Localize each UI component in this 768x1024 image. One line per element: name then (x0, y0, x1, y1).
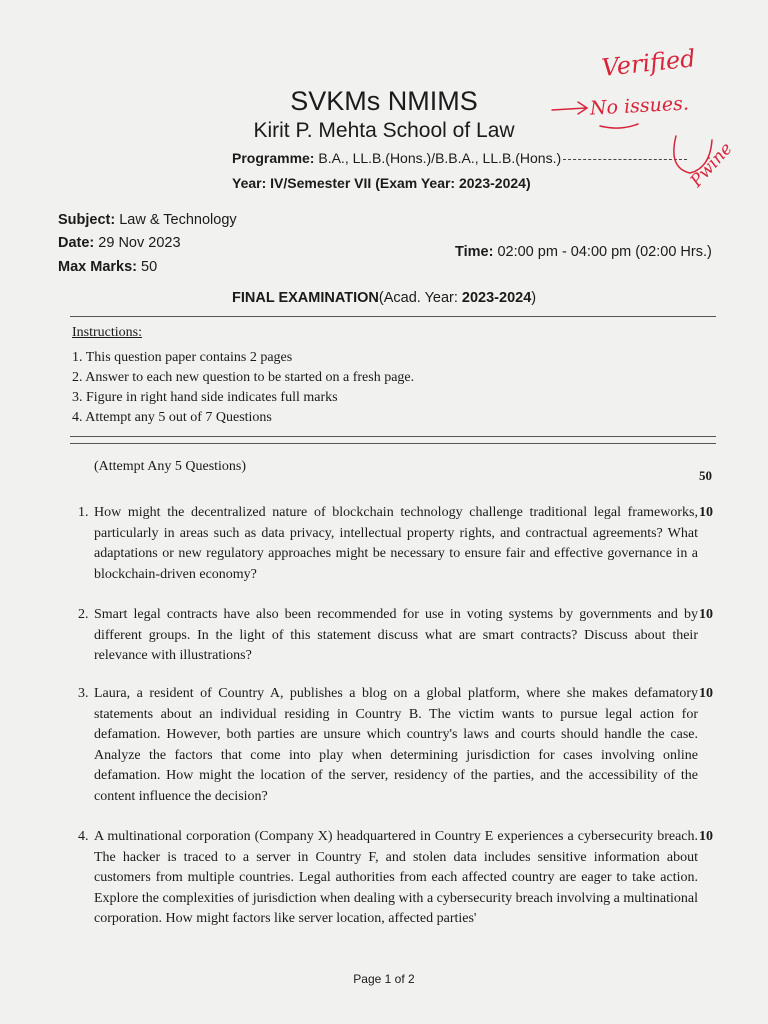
question-number: 1. (78, 505, 89, 520)
instruction-item: 3. Figure in right hand side indicates full marks (72, 390, 338, 405)
question-number: 2. (78, 607, 89, 622)
instruction-item: 2. Answer to each new question to be started on a fresh page. (72, 370, 415, 385)
annotation-verified: Verified (600, 44, 697, 82)
question-number: 4. (78, 829, 89, 844)
max-marks-line (58, 259, 157, 275)
subject-value: Law & Technology (119, 212, 237, 228)
question-marks: 10 (699, 686, 713, 701)
time-label: Time: (455, 244, 494, 260)
date-label: Date: (58, 235, 95, 251)
annotation-no-issues: No issues. (589, 92, 690, 120)
max-marks-value: 50 (141, 259, 158, 275)
exam-title-bold: FINAL EXAMINATION (232, 290, 379, 306)
max-marks-label: Max Marks: (58, 259, 137, 275)
question-1 (78, 503, 713, 585)
section-total-marks: 50 (699, 468, 712, 483)
instruction-item: 4. Attempt any 5 out of 7 Questions (72, 410, 272, 425)
page-footer: Page 1 of 2 (353, 972, 415, 986)
question-marks: 10 (699, 607, 713, 622)
subject-line (58, 212, 237, 228)
programme-value: B.A., LL.B.(Hons.)/B.B.A., LL.B.(Hons.) (318, 150, 562, 166)
instructions-heading: Instructions: (72, 325, 142, 340)
question-text: How might the decentralized nature of blockchain technology challenge traditional legal frameworks, particularly in areas such as data privacy, intellectual property rights, and contractual agreements? What adaptations or new regulatory approaches might be necessary to ensure fair and effective governance in a blockchain-driven economy? (94, 505, 698, 582)
annotation-signature: Pwine (686, 138, 737, 192)
subject-label: Subject: (58, 212, 116, 228)
handwritten-annotation (540, 28, 760, 198)
acad-prefix: (Acad. Year: (378, 290, 462, 306)
question-number: 3. (78, 686, 89, 701)
school-name: Kirit P. Mehta School of Law (253, 119, 515, 142)
annotation-underline (600, 124, 638, 128)
question-4 (78, 827, 713, 930)
question-text: Laura, a resident of Country A, publishes a blog on a global platform, where she makes defamatory statements about an individual residing in Country B. The victim wants to pursue legal action for defamation. However, both parties are unsure which country's laws and courts should handle the case. Analyze the factors that come into play when determining jurisdiction for cases involving online defamation. How might the location of the server, residency of the parties, and the accessibility of the content influence the decision? (94, 686, 698, 804)
question-marks: 10 (699, 505, 713, 520)
question-2 (78, 605, 713, 667)
question-text: A multinational corporation (Company X) headquartered in Country E experiences a cybersecurity breach. The hacker is traced to a server in Country F, and stolen data includes sensitive information about customers from multiple countries. Legal authorities from each affected country are eager to take action. Explore the complexities of jurisdiction when dealing with a cybersecurity breach involving a multinational corporation. How might factors like server location, affected parties' (94, 829, 698, 926)
date-line (58, 235, 181, 251)
time-value: 02:00 pm - 04:00 pm (02:00 Hrs.) (497, 244, 712, 260)
institution-name: SVKMs NMIMS (290, 86, 478, 116)
question-marks: 10 (699, 829, 713, 844)
acad-year: 2023-2024 (461, 290, 532, 306)
question-text: Smart legal contracts have also been recommended for use in voting systems by governments and by different groups. In the light of this statement discuss what are smart contracts? Discuss about their relevance with illustrations? (94, 607, 698, 663)
instruction-item: 1. This question paper contains 2 pages (72, 350, 293, 365)
attempt-instruction: (Attempt Any 5 Questions) (94, 459, 247, 474)
programme-label: Programme: (232, 150, 315, 166)
instructions-list (72, 348, 414, 428)
divider-top (70, 316, 716, 317)
acad-suffix: ) (531, 290, 537, 306)
date-value: 29 Nov 2023 (98, 235, 181, 251)
divider-mid-1 (70, 436, 716, 437)
question-3 (78, 684, 713, 807)
exam-title (232, 290, 536, 306)
divider-mid-2 (70, 443, 716, 444)
annotation-arrow-line (552, 108, 586, 110)
time-line (455, 244, 712, 260)
year-line: Year: IV/Semester VII (Exam Year: 2023-2024) (232, 175, 531, 191)
